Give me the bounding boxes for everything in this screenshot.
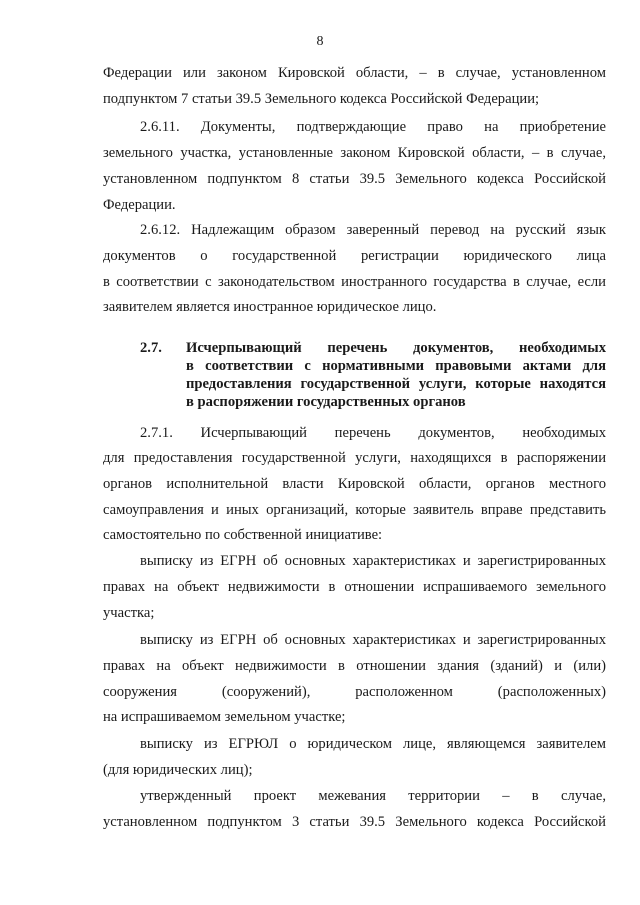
section-title-line: в распоряжении государственных органов: [186, 394, 466, 410]
text-line: на испрашиваемом земельном участке;: [103, 709, 346, 725]
text-line: Федерации.: [103, 197, 176, 213]
text-line: заявителем является иностранное юридическое лицо.: [103, 299, 437, 315]
text-line: (для юридических лиц);: [103, 762, 253, 778]
section-title-line: Исчерпывающий перечень документов, необходимых: [186, 340, 606, 356]
text-line: выписку из ЕГРН об основных характеристиках и зарегистрированных: [140, 632, 606, 648]
text-line: земельного участка, установленные законом Кировской области, – в случае,: [103, 145, 606, 161]
text-line: установленном подпунктом 3 статьи 39.5 Земельного кодекса Российской: [103, 814, 606, 830]
section-title-line: предоставления государственной услуги, которые находятся: [186, 376, 606, 392]
text-line: участка;: [103, 605, 155, 621]
text-line: в соответствии с законодательством иностранного государства в случае, если: [103, 274, 606, 290]
text-line: 2.7.1. Исчерпывающий перечень документов, необходимых: [140, 425, 606, 441]
text-line: выписку из ЕГРЮЛ о юридическом лице, являющемся заявителем: [140, 736, 606, 752]
text-line: правах на объект недвижимости в отношении здания (зданий) и (или): [103, 658, 606, 674]
text-line: 2.6.12. Надлежащим образом заверенный перевод на русский язык: [140, 222, 606, 238]
text-line: самоуправления и иных организаций, которые заявитель вправе представить: [103, 502, 606, 518]
text-line: Федерации или законом Кировской области, – в случае, установленном: [103, 65, 606, 81]
text-line: органов исполнительной власти Кировской области, органов местного: [103, 476, 606, 492]
text-line: сооружения (сооружений), расположенном (расположенных): [103, 684, 606, 700]
text-line: установленном подпунктом 8 статьи 39.5 Земельного кодекса Российской: [103, 171, 606, 187]
section-title-line: в соответствии с нормативными правовыми актами для: [186, 358, 606, 374]
text-line: подпунктом 7 статьи 39.5 Земельного кодекса Российской Федерации;: [103, 91, 540, 107]
text-line: выписку из ЕГРН об основных характеристиках и зарегистрированных: [140, 553, 606, 569]
text-line: утвержденный проект межевания территории – в случае,: [140, 788, 606, 804]
text-line: правах на объект недвижимости в отношении испрашиваемого земельного: [103, 579, 606, 595]
page-number: 8: [316, 34, 324, 49]
section-number: 2.7.: [140, 340, 162, 356]
text-line: для предоставления государственной услуги, находящихся в распоряжении: [103, 450, 606, 466]
text-line: документов о государственной регистрации юридического лица: [103, 248, 606, 264]
text-line: 2.6.11. Документы, подтверждающие право на приобретение: [140, 119, 606, 135]
text-line: самостоятельно по собственной инициативе:: [103, 527, 383, 543]
